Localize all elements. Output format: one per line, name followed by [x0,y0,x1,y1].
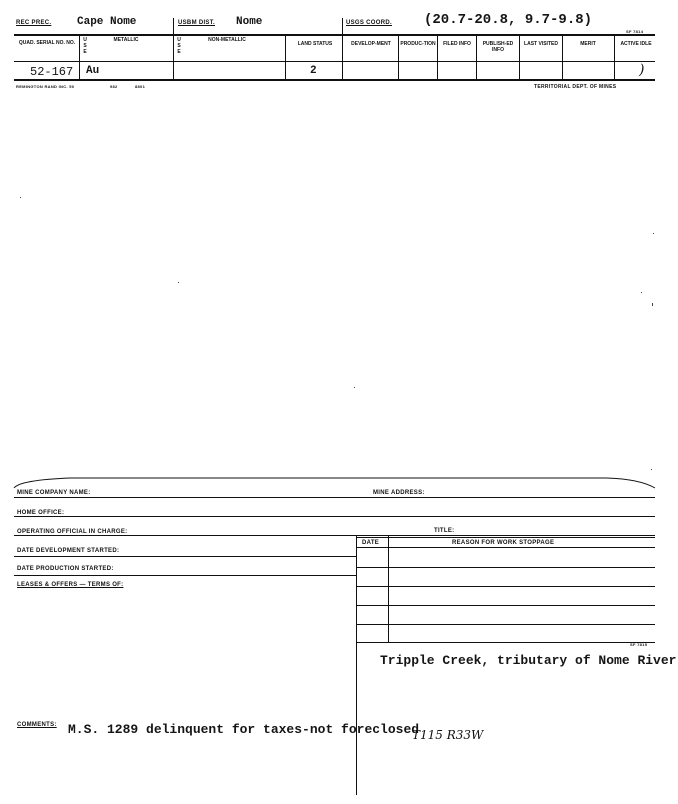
usgs-coord-value: (20.7-20.8, 9.7-9.8) [424,12,593,28]
rule-company [14,497,655,498]
col-quad-serial: QUAD. SERIAL NO. NO. [18,40,76,46]
code-2: 8801 [135,84,146,89]
divider-usgs [342,18,343,79]
col-active-idle: ACTIVE IDLE [620,41,652,47]
divider-land [285,34,286,79]
divider-filed [437,34,438,79]
title-label: TITLE: [434,528,455,534]
divider-metallic [173,18,174,79]
location-note: Tripple Creek, tributary of Nome River [380,653,677,668]
usgs-coord-label: USGS COORD. [346,20,392,26]
printer-imprint: REMINGTON RAND INC. 50 [16,84,75,89]
date-column-label: DATE [362,540,380,546]
handwritten-township: T115 R33W [412,728,484,742]
reason-column-label: REASON FOR WORK STOPPAGE [452,540,555,546]
operating-official-label: OPERATING OFFICIAL IN CHARGE: [17,529,128,535]
usbm-dist-value: Nome [236,16,263,28]
mine-company-label: MINE COMPANY NAME: [17,490,91,496]
rule-stoppage-3 [356,605,655,606]
scan-speck [178,282,179,283]
col-last-visited: LAST VISITED [524,41,558,47]
top-rule [14,34,655,36]
comments-label: COMMENTS: [17,722,57,728]
mine-address-label: MINE ADDRESS: [373,490,425,496]
rule-stoppage-1 [356,567,655,568]
col-use-right: U S E [177,37,181,55]
divider-published [476,34,477,79]
col-filed-info: FILED INFO [443,41,471,47]
col-non-metallic: NON-METALLIC [208,37,246,43]
metallic-value: Au [86,65,100,77]
rule-stoppage-5 [356,642,655,643]
date-production-label: DATE PRODUCTION STARTED: [17,566,114,572]
rule-stoppage-2 [356,586,655,587]
code-1: 982 [110,84,118,89]
rec-prec-value: Cape Nome [77,16,137,28]
divider-lower-vertical [356,535,357,795]
divider-quad [79,34,80,79]
leases-label: LEASES & OFFERS — TERMS OF: [17,582,124,588]
comments-value: M.S. 1289 delinquent for taxes-not foreclosed [68,722,420,737]
col-merit: MERIT [580,41,596,47]
quad-serial-value: 52-167 [30,65,74,79]
home-office-label: HOME OFFICE: [17,510,65,516]
scan-speck [20,197,21,198]
card-top-edge [0,470,678,490]
usbm-dist-label: USBM DIST. [178,20,216,26]
rule-dev-started [14,556,356,557]
rule-stoppage-4 [356,624,655,625]
col-published-info: PUBLISH-ED INFO [482,41,514,53]
rule-prod-started [14,575,356,576]
rule-home-office [14,516,655,517]
divider-active [614,34,615,79]
dept-imprint: TERRITORIAL DEPT. OF MINES [534,84,617,90]
col-development: DEVELOP-MENT [351,41,391,47]
land-status-value: 2 [310,65,317,77]
divider-last-visited [519,34,520,79]
active-idle-mark: ) [639,62,645,78]
divider-merit [562,34,563,79]
scan-speck [354,387,355,388]
col-land-status: LAND STATUS [297,41,333,47]
header-bottom-rule [14,61,655,62]
divider-date-reason [388,535,389,642]
form-number: SF 7814 [626,29,644,34]
col-metallic: METALLIC [113,37,139,43]
col-use-left: U S E [83,37,87,55]
rule-official [14,535,655,536]
scan-speck [652,303,653,306]
date-development-label: DATE DEVELOPMENT STARTED: [17,548,120,554]
row-bottom-rule [14,79,655,81]
rule-stoppage-header [356,547,655,548]
rule-stoppage-top [356,537,655,538]
col-production: PRODUC-TION [400,41,436,47]
scan-speck [641,292,642,293]
scan-speck [653,233,654,234]
rec-prec-label: REC PREC. [16,20,52,26]
form-number-small: SF 7815 [630,642,648,647]
divider-production [398,34,399,79]
